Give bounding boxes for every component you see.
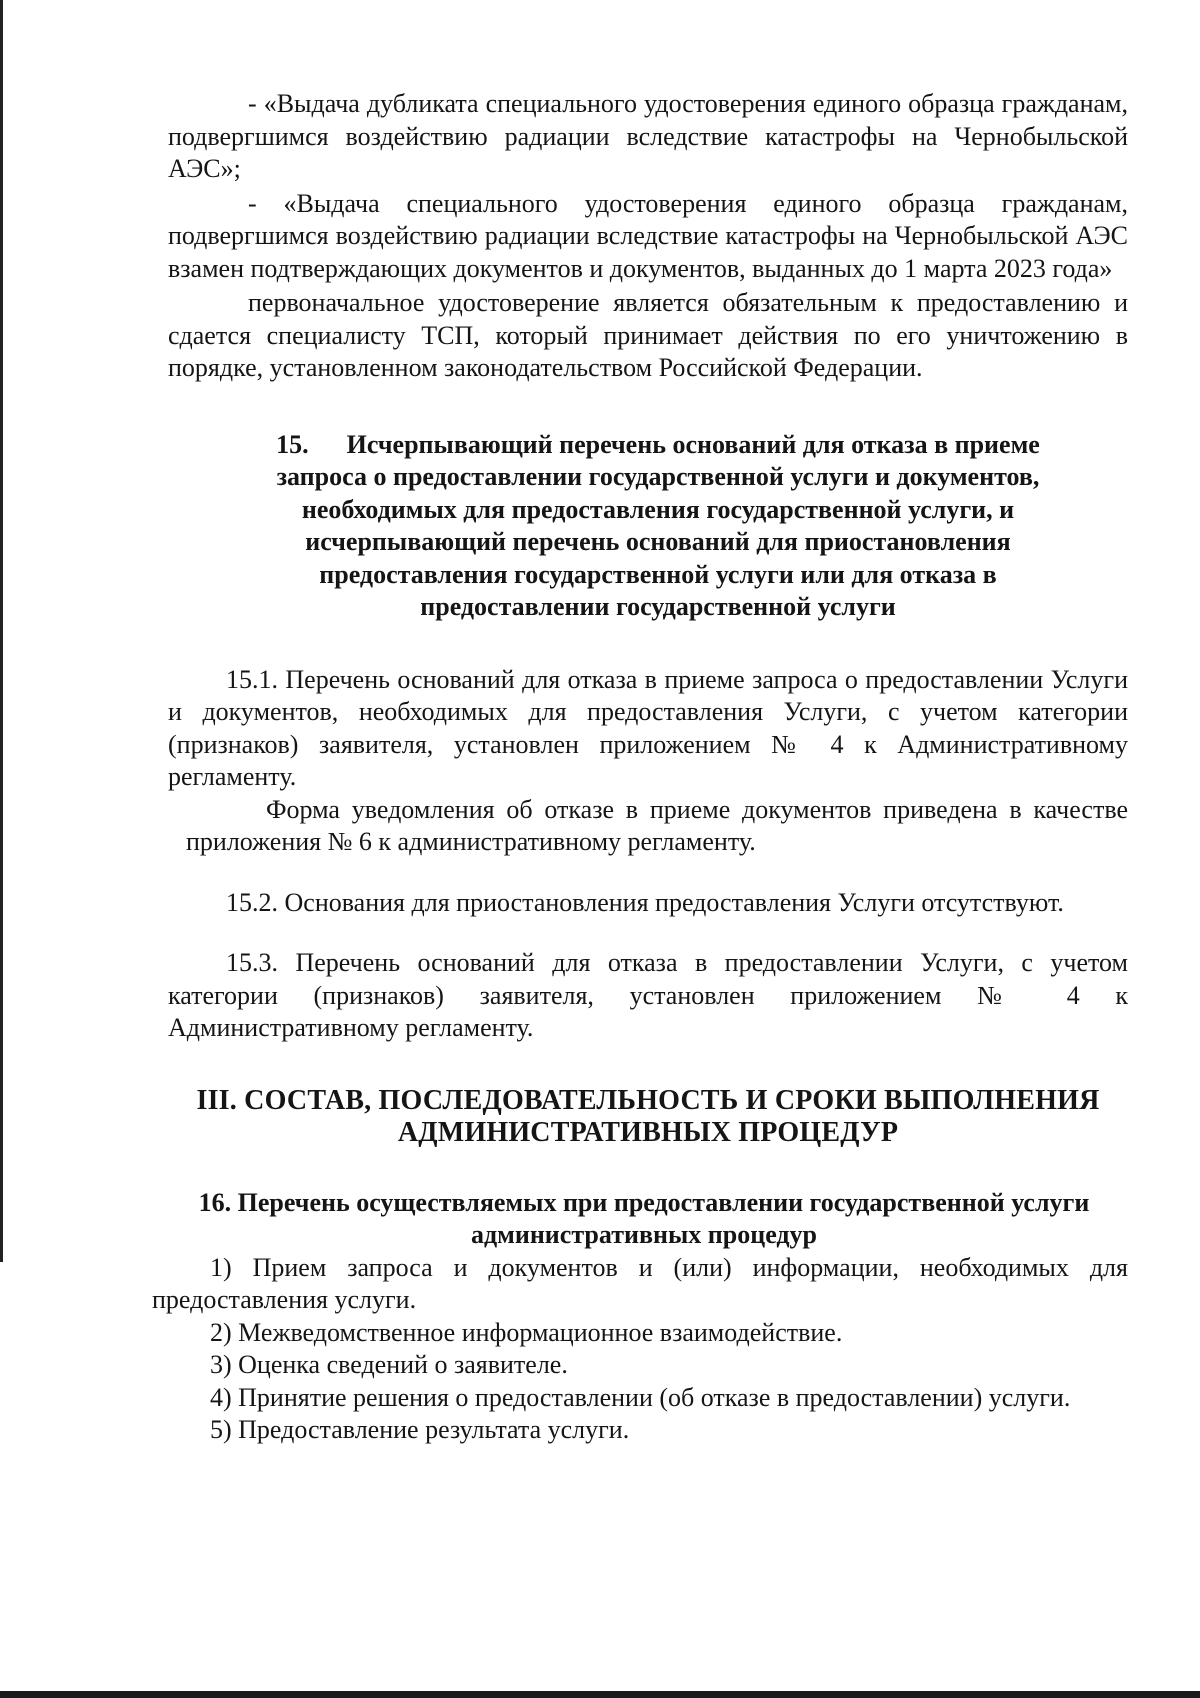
list-item: 3) Оценка сведений о заявителе. xyxy=(210,1350,568,1379)
paragraph-15-3: 15.3. Перечень оснований для отказа в предоставлении Услуги, с учетом категории (признаков) заявителя, установлен приложением № 4 к Административному регламенту. xyxy=(168,948,1128,1042)
section-16-heading: 16. Перечень осуществляемых при предоставлении государственной услуги административных процедур xyxy=(198,1187,1090,1249)
procedures-list xyxy=(152,1252,1128,1447)
list-item: 5) Предоставление результата услуги. xyxy=(210,1415,630,1444)
paragraph-duplicate-certificate: - «Выдача дубликата специального удостоверения единого образца гражданам, подвергшимся воздействию радиации вследствие катастрофы на Чернобыльской АЭС»; xyxy=(168,89,1128,183)
scan-bottom-edge xyxy=(0,1691,1200,1698)
paragraph-15-2: 15.2. Основания для приостановления предоставления Услуги отсутствуют. xyxy=(226,887,1064,917)
section-15-number: 15. xyxy=(276,429,309,459)
list-item: 1) Прием запроса и документов и (или) информации, необходимых для предоставления услуги. xyxy=(152,1252,1128,1314)
section-15-heading xyxy=(228,429,1088,624)
paragraph-15-1-form: Форма уведомления об отказе в приеме документов приведена в качестве приложения № 6 к административному регламенту. xyxy=(186,794,1128,856)
paragraph-certificate-replacement: - «Выдача специального удостоверения единого образца гражданам, подвергшимся воздействию радиации вследствие катастрофы на Чернобыльской АЭС взамен подтверждающих документов и документов, выданных до 1 марта 2023 года» xyxy=(168,188,1128,283)
document-page xyxy=(152,88,1128,1447)
section-3-heading: III. СОСТАВ, ПОСЛЕДОВАТЕЛЬНОСТЬ И СРОКИ ВЫПОЛНЕНИЯ АДМИНИСТРАТИВНЫХ ПРОЦЕДУР xyxy=(196,1084,1100,1148)
section-15-title: Исчерпывающий перечень оснований для отказа в приеме запроса о предоставлении государственной услуги и документов, необходимых для предоставления государственной услуги, и исчерпывающий перечень оснований для приостановления предоставления государственной услуги или для отказа в предоставлении государственной услуги xyxy=(276,429,1040,621)
list-item: 4) Принятие решения о предоставлении (об отказе в предоставлении) услуги. xyxy=(210,1382,1071,1412)
list-item: 2) Межведомственное информационное взаимодействие. xyxy=(210,1317,843,1347)
paragraph-original-certificate: первоначальное удостоверение является обязательным к предоставлению и сдается специалисту ТСП, который принимает действия по его уничтожению в порядке, установленном законодательством Российской Федерации. xyxy=(168,288,1128,382)
scan-left-edge xyxy=(0,0,3,1262)
paragraph-15-1: 15.1. Перечень оснований для отказа в приеме запроса о предоставлении Услуги и документов, необходимых для предоставления Услуги, с учетом категории (признаков) заявителя, установлен приложением № 4 к Административному регламенту. xyxy=(168,664,1128,791)
